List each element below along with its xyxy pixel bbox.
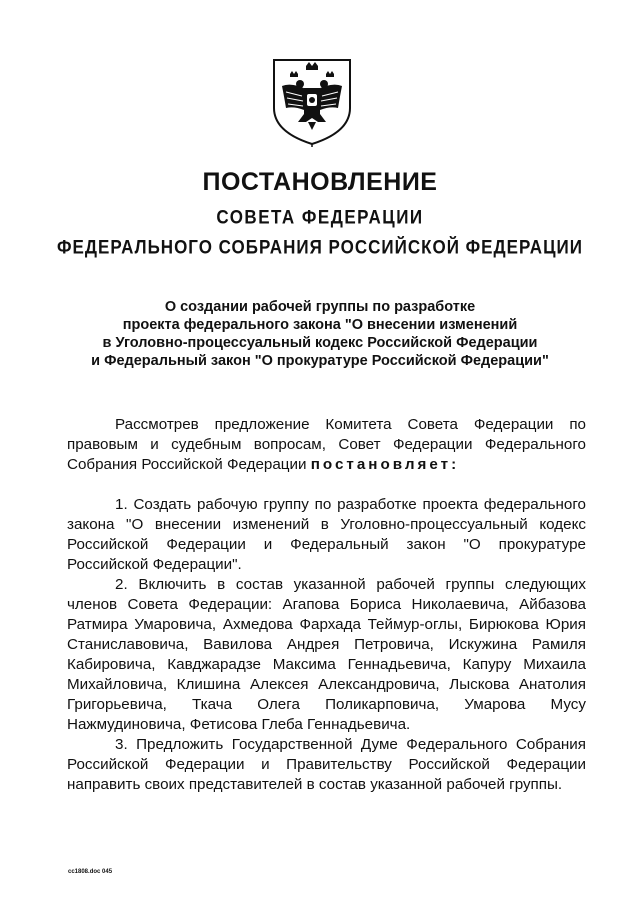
preamble-paragraph xyxy=(67,415,586,475)
subject-line: проекта федерального закона "О внесении изменений xyxy=(122,317,518,333)
file-reference: сс1808.doc 045 xyxy=(68,869,113,875)
subject-line: и Федеральный закон "О прокуратуре Российской Федерации" xyxy=(91,353,549,369)
document-body xyxy=(67,415,586,795)
issuer-line-1: СОВЕТА ФЕДЕРАЦИИ xyxy=(216,206,424,228)
item-3-paragraph: 3. Предложить Государственной Думе Федерального Собрания Российской Федерации и Правительству Российской Федерации направить своих представителей в состав указанной рабочей группы. xyxy=(67,736,586,793)
subject-line: О создании рабочей группы по разработке xyxy=(164,299,476,315)
coat-of-arms-icon xyxy=(270,56,354,148)
item-2-paragraph: 2. Включить в состав указанной рабочей группы следующих членов Совета Федерации: Агапова Бориса Николаевича, Айбазова Ратмира Умаровича, Ахмедова Фархада Теймур-оглы, Бирюкова Юрия Станиславовича, Вавилова Андрея Петровича, Искужина Рамиля Кабировича, Кавджарадзе Максима Геннадьевича, Капуру Михаила Михайловича, Клишина Алексея Александровича, Лыскова Анатолия Григорьевича, Ткача Олега Поликарповича, Умарова Мусу Нажмудиновича, Фетисова Глеба Геннадьевича. xyxy=(67,576,586,733)
document-title: ПОСТАНОВЛЕНИЕ xyxy=(202,168,438,196)
item-1-paragraph: 1. Создать рабочую группу по разработке проекта федерального закона "О внесении изменений в Уголовно-процессуальный кодекс Российской Федерации и Федеральный закон "О прокуратуре Российской Федерации". xyxy=(67,496,586,573)
resolves-word: постановляет: xyxy=(310,456,460,473)
issuer-line-2: ФЕДЕРАЛЬНОГО СОБРАНИЯ РОССИЙСКОЙ ФЕДЕРАЦИИ xyxy=(57,236,583,258)
subject-line: в Уголовно-процессуальный кодекс Российской Федерации xyxy=(102,335,538,351)
preamble-text: Рассмотрев предложение Комитета Совета Федерации по правовым и судебным вопросам, Совет Федерации Федерального Собрания Российской Федерации xyxy=(67,416,586,473)
document-subject xyxy=(60,298,580,370)
